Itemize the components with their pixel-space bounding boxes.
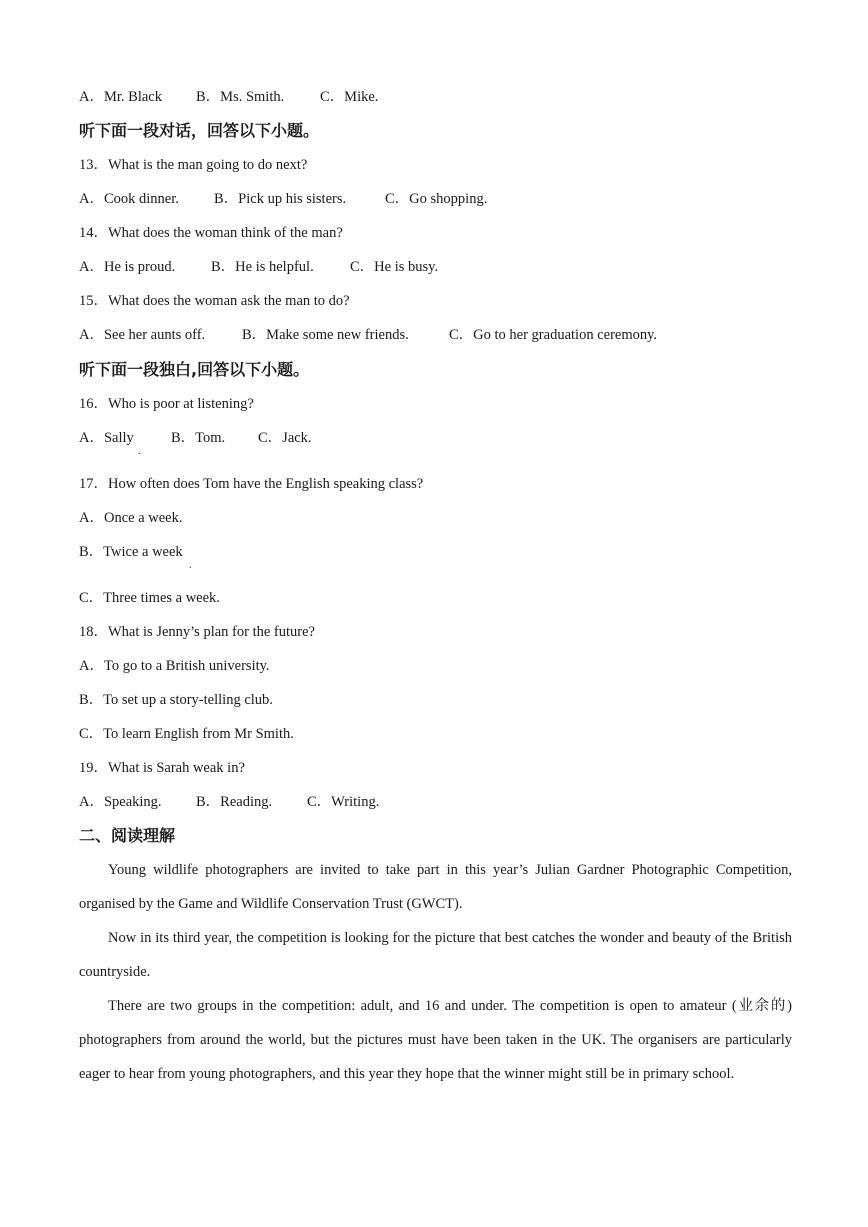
q18-question: 18．What is Jenny’s plan for the future? xyxy=(79,624,315,640)
reading-passage xyxy=(79,853,792,1091)
q15-question: 15．What does the woman ask the man to do? xyxy=(79,293,350,309)
q16-question: 16．Who is poor at listening? xyxy=(79,396,254,412)
section-heading-monologue: 听下面一段独白,回答以下小题。 xyxy=(79,360,310,379)
stray-dot-mark: . xyxy=(189,560,192,571)
section-heading-reading: 二、阅读理解 xyxy=(79,826,176,845)
q14-question: 14．What does the woman think of the man? xyxy=(79,225,343,241)
q18-option-c: C．To learn English from Mr Smith. xyxy=(79,726,294,742)
q15-options xyxy=(79,326,657,344)
q14-option-a: A．He is proud. xyxy=(79,259,176,275)
q17-option-c: C．Three times a week. xyxy=(79,590,220,606)
q17-question: 17．How often does Tom have the English speaking class? xyxy=(79,476,424,492)
passage-paragraph-2: Now in its third year, the competition is looking for the picture that best catches the wonder and beauty of the British countryside. xyxy=(79,930,792,980)
q14-options xyxy=(79,258,438,276)
q13-question: 13．What is the man going to do next? xyxy=(79,157,308,173)
q16-option-a: A．Sally xyxy=(79,430,134,446)
q19-option-a: A．Speaking. xyxy=(79,794,162,810)
q19-option-b: B．Reading. xyxy=(196,794,273,810)
q15-option-c: C．Go to her graduation ceremony. xyxy=(449,327,658,343)
q13-option-b: B．Pick up his sisters. xyxy=(214,191,347,207)
q17-option-a: A．Once a week. xyxy=(79,510,183,526)
q12-options xyxy=(79,88,378,106)
q16-option-c: C．Jack. xyxy=(258,430,312,446)
q16-option-b: B．Tom. xyxy=(171,430,226,446)
q15-option-b: B．Make some new friends. xyxy=(242,327,409,343)
section-heading-dialogue: 听下面一段对话，回答以下小题。 xyxy=(79,121,320,140)
q13-option-c: C．Go shopping. xyxy=(385,191,488,207)
q13-options xyxy=(79,190,487,208)
q19-option-c: C．Writing. xyxy=(307,794,380,810)
q19-question: 19．What is Sarah weak in? xyxy=(79,760,245,776)
q14-option-c: C．He is busy. xyxy=(350,259,439,275)
q15-option-a: A．See her aunts off. xyxy=(79,327,206,343)
q16-options xyxy=(79,429,312,447)
passage-paragraph-1: Young wildlife photographers are invited to take part in this year’s Julian Gardner Photographic Competition, organised by the Game and Wildlife Conservation Trust (GWCT). xyxy=(79,862,792,912)
q12-option-b: B．Ms. Smith. xyxy=(196,89,285,105)
q14-option-b: B．He is helpful. xyxy=(211,259,314,275)
q13-option-a: A．Cook dinner. xyxy=(79,191,179,207)
q17-option-b: B．Twice a week xyxy=(79,544,183,560)
q18-option-b: B．To set up a story-telling club. xyxy=(79,692,273,708)
q12-option-c: C．Mike. xyxy=(320,89,379,105)
q12-option-a: A．Mr. Black xyxy=(79,89,162,105)
passage-paragraph-3: There are two groups in the competition: adult, and 16 and under. The competition is open to amateur (业余的) photographers from around the world, but the pictures must have been taken in the UK. The organisers are particularly eager to hear from young photographers, and this year they hope that the winner might still be in primary school. xyxy=(79,998,792,1082)
q18-option-a: A．To go to a British university. xyxy=(79,658,270,674)
stray-dot-mark: . xyxy=(138,446,141,457)
q19-options xyxy=(79,793,379,811)
